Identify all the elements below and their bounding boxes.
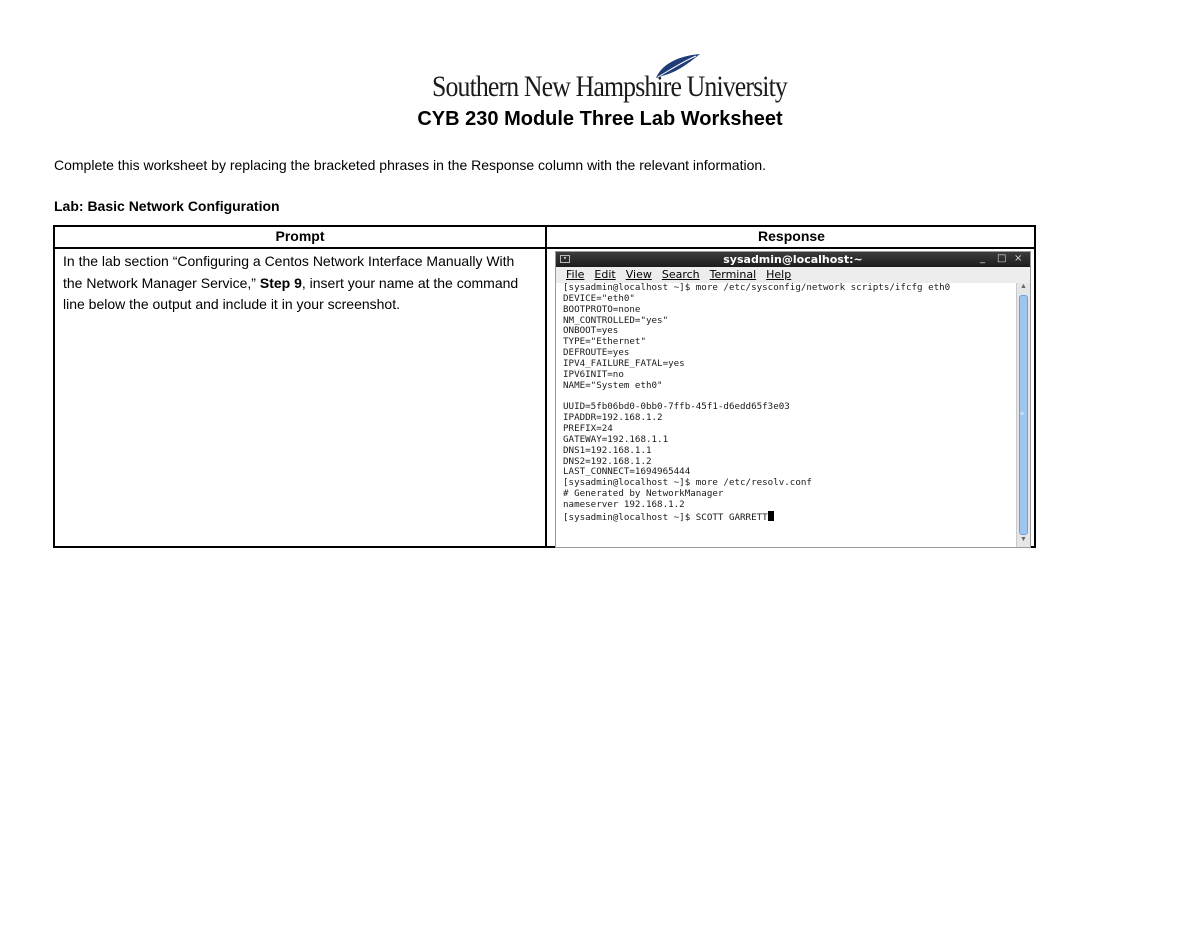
terminal-window-menu-icon: ▪ bbox=[560, 255, 570, 263]
prompt-step: Step 9 bbox=[259, 274, 302, 291]
terminal-line: DNS1=192.168.1.1 bbox=[563, 444, 652, 456]
snhu-logo bbox=[432, 52, 787, 104]
scroll-grip-icon: ≡ bbox=[1020, 411, 1025, 418]
menu-help: Help bbox=[766, 268, 792, 281]
text-cursor bbox=[768, 511, 774, 521]
prompt-cell bbox=[63, 251, 533, 316]
minimize-icon: _ bbox=[980, 253, 985, 264]
terminal-scrollbar bbox=[1016, 283, 1030, 547]
terminal-menubar bbox=[556, 267, 1030, 283]
instructions-text: Complete this worksheet by replacing the bracketed phrases in the Response column with the relevant information. bbox=[54, 157, 767, 173]
prompt-text: In the lab section “Configuring a Centos Network Interface Manually With the Network Manager Service,” bbox=[63, 253, 515, 291]
terminal-line: IPADDR=192.168.1.2 bbox=[563, 412, 663, 424]
logo-wordmark: Southern New Hampshire University bbox=[432, 70, 787, 103]
terminal-line: NAME="System eth0" bbox=[563, 379, 663, 391]
terminal-line: DEVICE="eth0" bbox=[563, 292, 635, 304]
maximize-icon: □ bbox=[997, 253, 1007, 264]
leaf-icon bbox=[648, 52, 704, 80]
scroll-down-icon: ▼ bbox=[1020, 536, 1027, 543]
menu-view: View bbox=[625, 268, 652, 281]
terminal-title: sysadmin@localhost:~ bbox=[723, 253, 863, 266]
terminal-line: DNS2=192.168.1.2 bbox=[563, 455, 652, 467]
terminal-line: PREFIX=24 bbox=[563, 422, 613, 434]
terminal-line: NM_CONTROLLED="yes" bbox=[563, 314, 669, 326]
terminal-output bbox=[556, 283, 1016, 547]
terminal-command: [sysadmin@localhost ~]$ SCOTT GARRETT bbox=[563, 511, 768, 523]
terminal-line: IPV6INIT=no bbox=[563, 368, 624, 380]
prompt-column-header: Prompt bbox=[275, 228, 325, 244]
terminal-line: BOOTPROTO=none bbox=[563, 303, 641, 315]
terminal-line: IPV4_FAILURE_FATAL=yes bbox=[563, 357, 685, 369]
terminal-line: # Generated by NetworkManager bbox=[563, 488, 724, 500]
column-divider bbox=[545, 227, 547, 546]
response-column-header: Response bbox=[758, 228, 825, 244]
terminal-line: TYPE="Ethernet" bbox=[563, 336, 646, 348]
menu-search: Search bbox=[661, 268, 700, 281]
scroll-up-icon: ▲ bbox=[1020, 283, 1027, 290]
terminal-line: DEFROUTE=yes bbox=[563, 347, 630, 359]
terminal-line: GATEWAY=192.168.1.1 bbox=[563, 433, 669, 445]
terminal-line: LAST_CONNECT=1694965444 bbox=[563, 466, 691, 478]
menu-file: File bbox=[566, 268, 585, 281]
prompt-text-end: , insert your name at the command line below the output and include it in your screenshot. bbox=[63, 274, 519, 312]
terminal-line: UUID=5fb06bd0-0bb0-7ffb-45f1-d6edd65f3e03 bbox=[563, 401, 790, 413]
terminal-titlebar bbox=[556, 252, 1030, 267]
worksheet-table bbox=[53, 225, 1036, 548]
close-icon: × bbox=[1014, 253, 1023, 264]
menu-edit: Edit bbox=[594, 268, 616, 281]
terminal-line: ONBOOT=yes bbox=[563, 325, 619, 337]
header-row-divider bbox=[55, 247, 1034, 249]
lab-heading: Lab: Basic Network Configuration bbox=[54, 198, 280, 214]
menu-terminal: Terminal bbox=[709, 268, 757, 281]
terminal-line: nameserver 192.168.1.2 bbox=[563, 498, 685, 510]
terminal-line: [sysadmin@localhost ~]$ more /etc/resolv.conf bbox=[563, 477, 812, 489]
terminal-screenshot bbox=[555, 251, 1031, 548]
terminal-prompt-line bbox=[556, 511, 1016, 522]
terminal-line: [sysadmin@localhost ~]$ more /etc/sysconfig/network scripts/ifcfg eth0 bbox=[563, 282, 951, 293]
page-title: CYB 230 Module Three Lab Worksheet bbox=[417, 108, 783, 130]
